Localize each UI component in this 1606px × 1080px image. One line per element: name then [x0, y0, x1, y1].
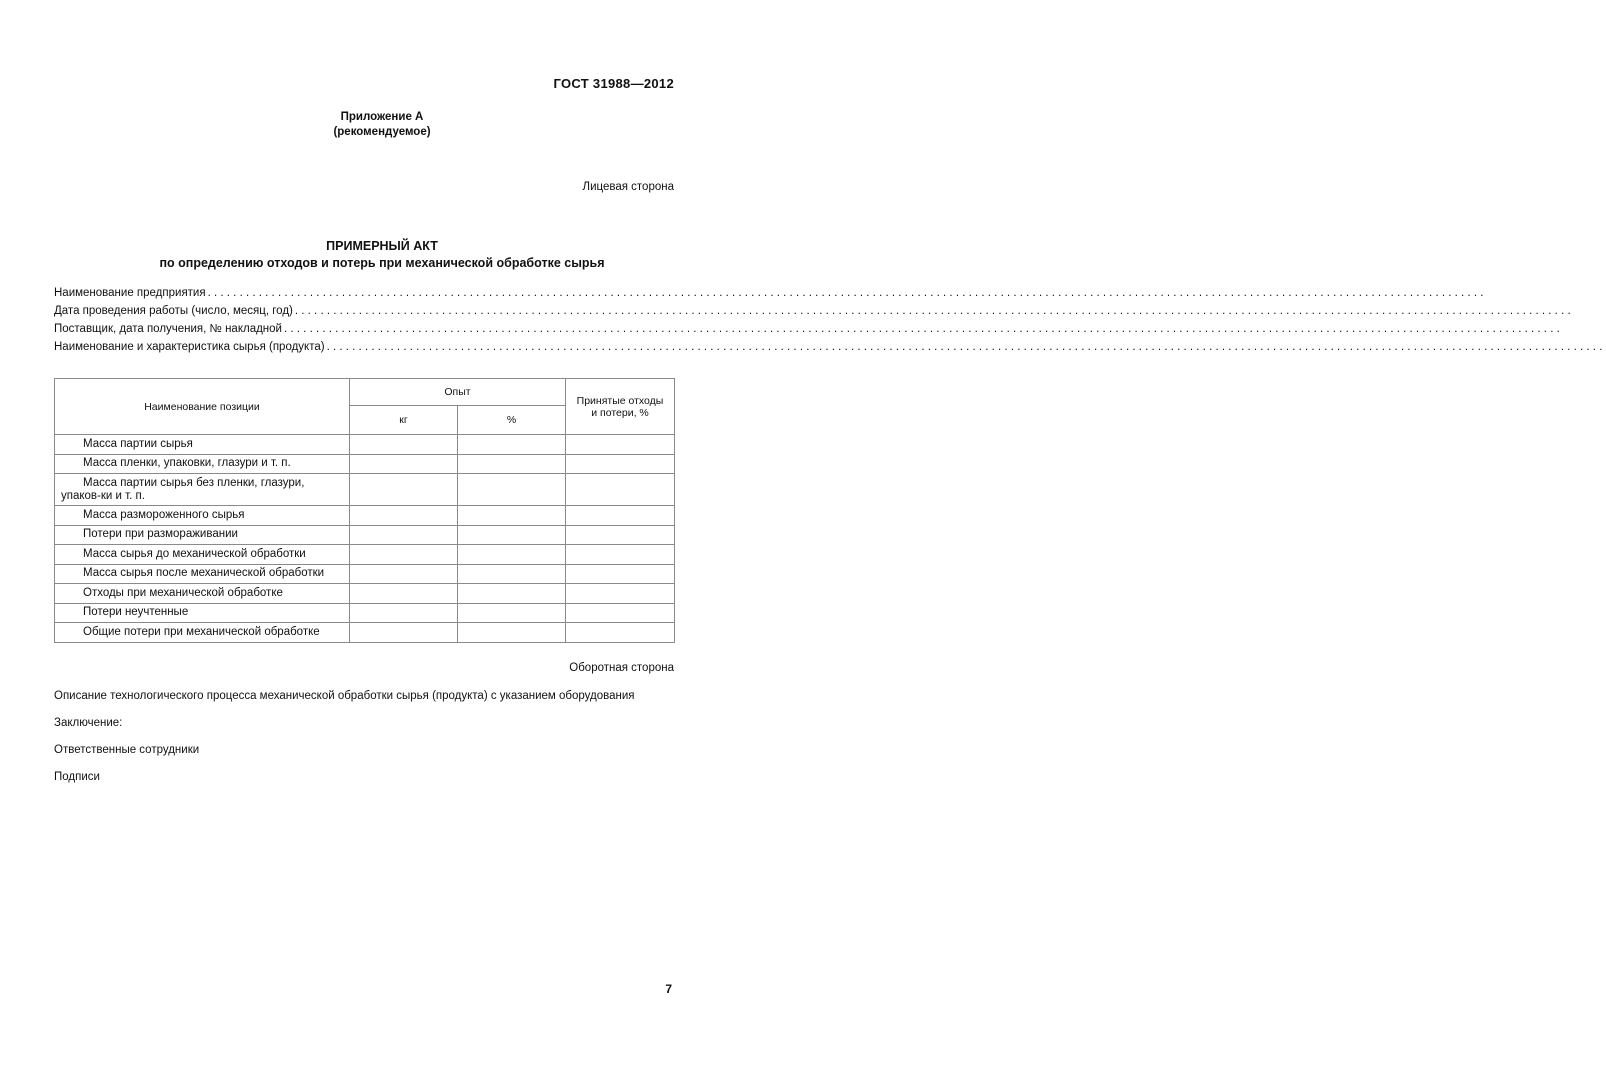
accepted-cell: [566, 603, 675, 623]
header-kg: кг: [350, 406, 458, 435]
header-position: Наименование позиции: [55, 379, 350, 435]
conclusion-label: Заключение:: [54, 717, 123, 729]
row-label: Масса партии сырья: [83, 437, 193, 450]
table-row: [55, 525, 675, 545]
kg-cell: [350, 454, 458, 474]
percent-cell: [458, 623, 566, 643]
positions-table: [54, 378, 675, 643]
act-heading: [0, 238, 764, 272]
accepted-cell: [566, 623, 675, 643]
row-label: Отходы при механической обработке: [83, 586, 283, 599]
percent-cell: [458, 506, 566, 526]
row-name-cell: [55, 525, 350, 545]
field-supplier: [54, 323, 1563, 341]
fill-line: ........................................................................................................................................................................................................: [283, 323, 1563, 335]
row-name-cell: [55, 435, 350, 455]
fill-line: ........................................................................................................................................................................................................: [326, 341, 1606, 353]
percent-cell: [458, 584, 566, 604]
row-label: Масса партии сырья без пленки, глазури, упаков-ки и т. п.: [61, 476, 305, 502]
row-label: Потери при размораживании: [83, 528, 238, 541]
appendix-title: Приложение А: [340, 111, 424, 123]
accepted-cell: [566, 584, 675, 604]
row-name-cell: [55, 584, 350, 604]
page-number: 7: [665, 982, 672, 996]
row-label: Масса сырья после механической обработки: [83, 567, 325, 580]
row-label: Масса размороженного сырья: [83, 508, 245, 521]
signatures-label: Подписи: [54, 771, 100, 783]
row-name-cell: [55, 603, 350, 623]
percent-cell: [458, 564, 566, 584]
header-accepted: Принятые отходы и потери, %: [566, 379, 675, 435]
percent-cell: [458, 474, 566, 506]
appendix-note: (рекомендуемое): [333, 126, 431, 138]
row-name-cell: [55, 545, 350, 565]
accepted-cell: [566, 435, 675, 455]
table-row: [55, 623, 675, 643]
row-name-cell: [55, 454, 350, 474]
accepted-cell: [566, 564, 675, 584]
field-raw-material: [54, 341, 1606, 359]
field-label: Поставщик, дата получения, № накладной: [54, 323, 282, 335]
process-description: Описание технологического процесса механической обработки сырья (продукта) с указанием оборудования: [54, 690, 635, 702]
table-row: [55, 474, 675, 506]
act-subtitle: по определению отходов и потерь при механической обработке сырья: [159, 256, 605, 270]
table-row: [55, 435, 675, 455]
kg-cell: [350, 564, 458, 584]
kg-cell: [350, 584, 458, 604]
row-name-cell: [55, 506, 350, 526]
header-experiment: Опыт: [350, 379, 566, 406]
accepted-cell: [566, 525, 675, 545]
table-row: [55, 454, 675, 474]
kg-cell: [350, 545, 458, 565]
row-name-cell: [55, 564, 350, 584]
kg-cell: [350, 525, 458, 545]
field-label: Наименование и характеристика сырья (продукта): [54, 341, 325, 353]
table-row: [55, 603, 675, 623]
table-body: [55, 435, 675, 643]
kg-cell: [350, 603, 458, 623]
row-label: Масса сырья до механической обработки: [83, 547, 306, 560]
standard-number: ГОСТ 31988—2012: [553, 76, 674, 91]
row-name-cell: [55, 623, 350, 643]
kg-cell: [350, 623, 458, 643]
back-side-label: Оборотная сторона: [569, 662, 674, 674]
kg-cell: [350, 474, 458, 506]
front-side-label: Лицевая сторона: [582, 181, 674, 193]
fill-line: ........................................................................................................................................................................................................: [294, 305, 1574, 317]
act-title: ПРИМЕРНЫЙ АКТ: [326, 239, 438, 253]
field-label: Дата проведения работы (число, месяц, год): [54, 305, 293, 317]
row-label: Масса пленки, упаковки, глазури и т. п.: [83, 457, 291, 470]
accepted-cell: [566, 545, 675, 565]
row-name-cell: [55, 474, 350, 506]
percent-cell: [458, 545, 566, 565]
accepted-cell: [566, 454, 675, 474]
header-percent: %: [458, 406, 566, 435]
kg-cell: [350, 435, 458, 455]
kg-cell: [350, 506, 458, 526]
appendix-heading: [0, 110, 764, 140]
responsible-label: Ответственные сотрудники: [54, 744, 200, 756]
fill-line: ........................................................................................................................................................................................................: [207, 287, 1487, 299]
percent-cell: [458, 454, 566, 474]
table-row: [55, 506, 675, 526]
percent-cell: [458, 603, 566, 623]
row-label: Общие потери при механической обработке: [83, 625, 320, 638]
percent-cell: [458, 525, 566, 545]
percent-cell: [458, 435, 566, 455]
table-row: [55, 584, 675, 604]
act-fields: [54, 287, 1606, 359]
accepted-cell: [566, 474, 675, 506]
field-enterprise: [54, 287, 1487, 305]
table-row: [55, 545, 675, 565]
field-label: Наименование предприятия: [54, 287, 206, 299]
table-row: [55, 564, 675, 584]
row-label: Потери неучтенные: [83, 606, 189, 619]
field-date: [54, 305, 1574, 323]
accepted-cell: [566, 506, 675, 526]
